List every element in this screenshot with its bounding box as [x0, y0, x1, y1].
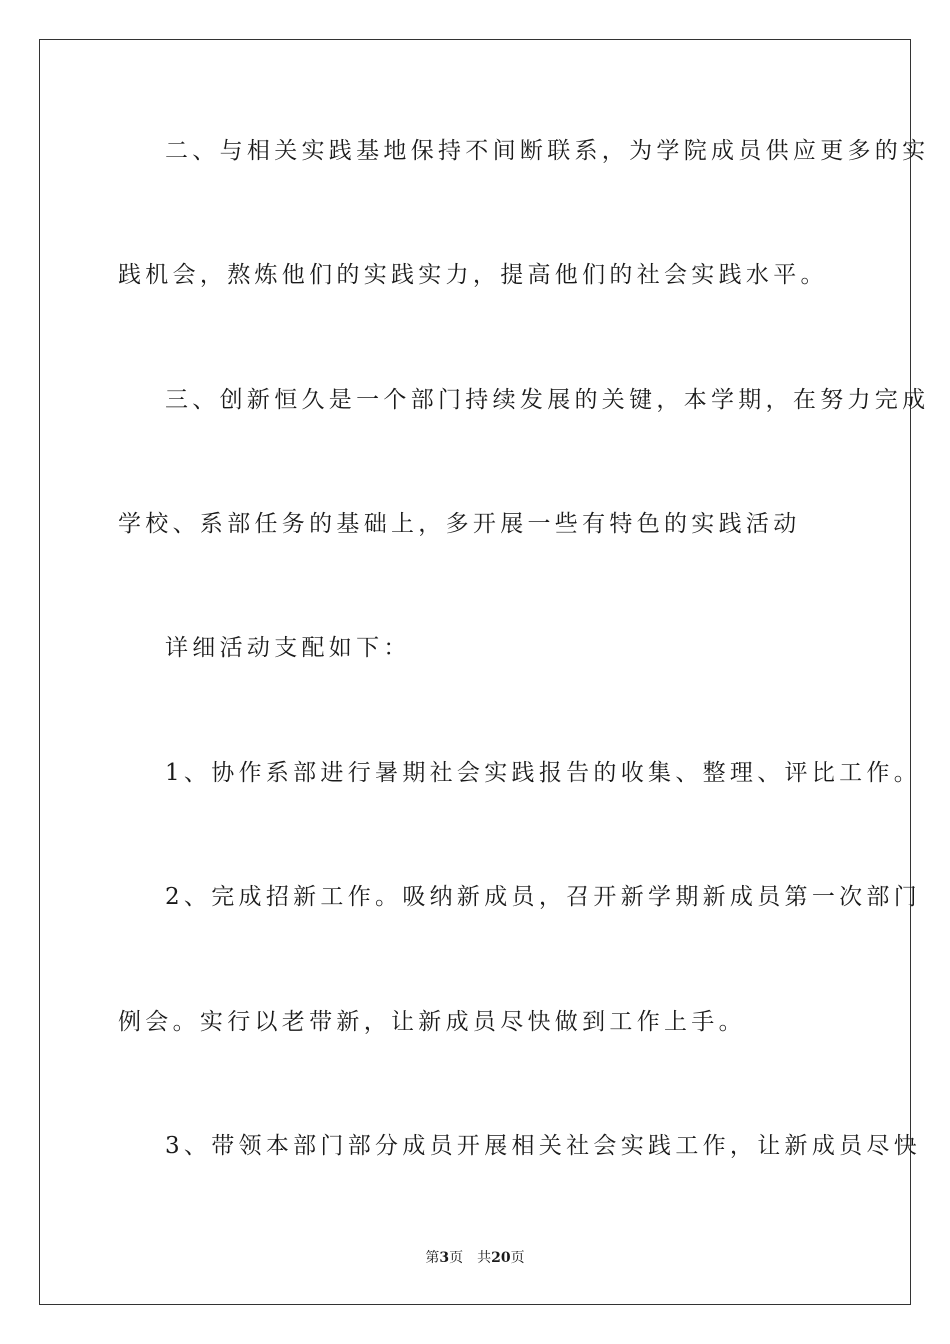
footer-total-pages: 20 — [491, 1250, 511, 1266]
paragraph-line-6: 1、协作系部进行暑期社会实践报告的收集、整理、评比工作。 — [165, 760, 922, 786]
paragraph-line-2: 践机会，熬炼他们的实践实力，提高他们的社会实践水平。 — [118, 262, 828, 288]
footer-total-prefix: 共 — [477, 1250, 492, 1266]
page-footer — [0, 1247, 950, 1267]
paragraph-line-4: 学校、系部任务的基础上，多开展一些有特色的实践活动 — [118, 511, 801, 537]
footer-page-prefix: 第 — [425, 1250, 440, 1266]
paragraph-line-9: 3、带领本部门部分成员开展相关社会实践工作，让新成员尽快 — [165, 1133, 922, 1159]
footer-total-suffix: 页 — [510, 1250, 525, 1266]
page-frame — [39, 39, 911, 1305]
paragraph-line-1: 二、与相关实践基地保持不间断联系，为学院成员供应更多的实 — [165, 138, 930, 164]
paragraph-line-8: 例会。实行以老带新，让新成员尽快做到工作上手。 — [118, 1009, 746, 1035]
paragraph-line-7: 2、完成招新工作。吸纳新成员，召开新学期新成员第一次部门 — [165, 884, 922, 910]
footer-page-suffix: 页 — [449, 1250, 464, 1266]
paragraph-line-5: 详细活动支配如下： — [165, 635, 411, 661]
footer-page-number: 3 — [439, 1250, 450, 1266]
paragraph-line-3: 三、创新恒久是一个部门持续发展的关键，本学期，在努力完成 — [165, 387, 930, 413]
